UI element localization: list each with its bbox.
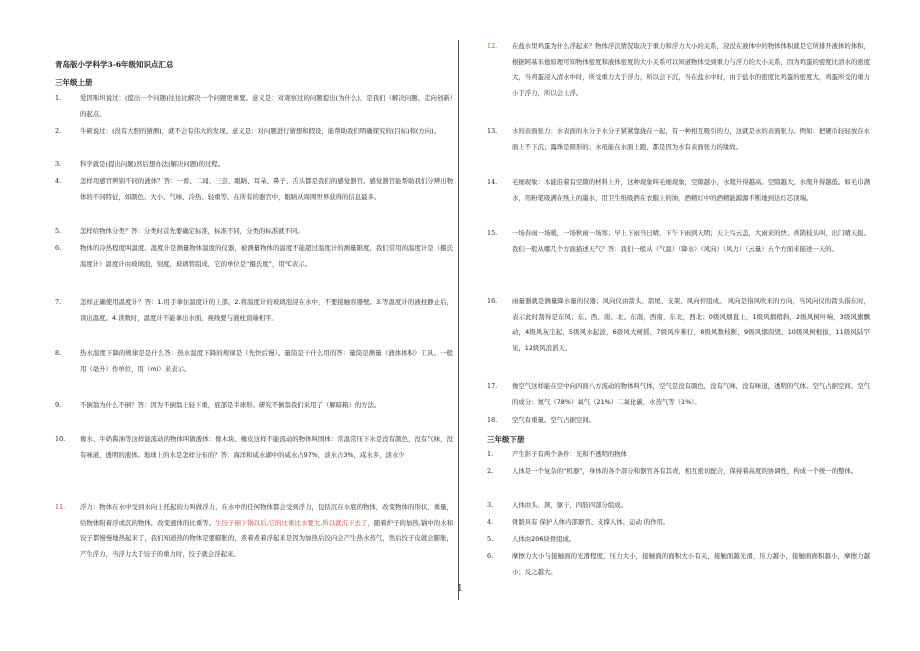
- list-item: [487, 226, 870, 257]
- page-number: 1: [457, 584, 463, 594]
- list-item: [55, 174, 453, 205]
- item-text: 怎样正确使用温度计？答：1.用手拿住温度计的上部，2.将温度计的玻璃泡浸在水中，不要接触容器壁。3.等温度计的液柱静止后，读出温度。4.读数时，温度计不能拿出水面，视线要与液柱顶端相平。: [80, 298, 453, 322]
- item-text: 像水、牛奶酱油等这样能流动的物体叫做液体：像木块、橡皮这样不能流动的物体叫固体：常温常压下水是没有颜色，没有气味，没有味道，透明的液体。地球上的水是怎样分布的？答：海洋和咸水湖中的咸水占97%，淡水占3%，咸水多，淡水少: [80, 435, 453, 459]
- item-number: 1.: [487, 450, 494, 458]
- list-item: [55, 500, 453, 562]
- item-text: 一场春雨一场暖，一场秋雨一场寒；早上下雨当日晴，下午下雨到天明；天上鸟云盖，大雨来的快；喜鹊枝头叫，出门晴天报。我们一般从哪几个方面描述天气？答：我们一般从（气温）（降水）（风向）（风力）（云量）五个方面来描述一天的。: [512, 229, 870, 253]
- item-text: 物体的冷热程度叫温度。温度计是测量物体温度的仪器，被测量物体的温度不能超过温度计的测量限度，我们常用的温度计是（摄氏温度计）温度计由玻璃泡，刻度，玻璃管组成，它的单位是“摄氏度”，用℃表示。: [80, 244, 453, 268]
- item-text: 骨骼具有 保护人体内部器官、支撑人体、运动 的作用。: [512, 518, 670, 526]
- item-text: [80, 500, 453, 562]
- list-item: [55, 91, 453, 122]
- section-heading-grade3-down: 三年级下册: [487, 435, 525, 444]
- item-text: 怎样给物体分类？答：分类时首先要确定标准，标准不同，分类的标准就不同。: [80, 227, 304, 235]
- item-number: 5.: [55, 227, 62, 235]
- list-item: [487, 124, 870, 155]
- item-number: 15.: [487, 229, 498, 237]
- item-text: 怎样用感官辨别不同的液体？答：一看、二闻、三尝、眼睛、耳朵、鼻子、舌头都是我们的感觉器官。感觉器官能帮助我们分辨出物体的不同特征，如颜色、大小、气味、冷热、轻重等。在所有的器官中，眼睛从周围世界获得的信息最多。: [80, 177, 453, 201]
- list-item: [487, 532, 870, 548]
- item-number: 11.: [55, 503, 66, 511]
- doc-title: 青岛版小学科学3-6年级知识点汇总: [55, 60, 174, 69]
- item-text: 人体由206块骨组成。: [512, 535, 576, 543]
- item-text: 不倒翁为什么不倒？答：因为不倒翁上轻下重，底部是半球形。研究不倒翁我们采用了（解暗箱）的方法。: [80, 401, 381, 409]
- item-text: 热水温度下降的规律是是什么答：热水温度下降的规律是（先快后慢）。量筒是干什么用的答：量筒是测量（液体体积）工具。一般用（毫升）作单位，用（ml）来表示。: [80, 349, 453, 373]
- list-item: [487, 549, 870, 580]
- list-item: [55, 241, 453, 272]
- item-number: 13.: [487, 127, 498, 135]
- item-number: 5.: [487, 535, 494, 543]
- list-item: [487, 39, 870, 101]
- item-number: 12.: [487, 42, 498, 50]
- item-text: 爱因斯坦说过：(提出一个问题)往往比解决一个问题更重要。意义是：对观察过的问题提出(为什么)，是我们（解决问题、走向创新）的起点。: [80, 94, 453, 118]
- item-number: 3.: [487, 501, 494, 509]
- list-item: [487, 498, 870, 514]
- item-number: 3.: [55, 160, 62, 168]
- item-number: 2.: [55, 127, 62, 135]
- list-item: [487, 294, 870, 356]
- item-number: 14.: [487, 178, 498, 186]
- item-text: 人体是一个复杂的“机器”，身体的各个部分和器官各有其责，相互密切配合，保持着高度的协调性，构成一个统一的整体。: [512, 467, 858, 475]
- item-text: 人体由头、颈，躯干，四肢四部分组成。: [512, 501, 628, 509]
- item-text: 在盐水里鸡蛋为什么浮起来？物体浮沉情况取决于重力和浮力大小的关系，浸没在液体中的物体体积就是它所排开液体的体积，根据阿基米德原理可知物体密度和液体密度的大小关系可以知道物体受到重力与浮力的大小关系，因为鸡蛋的密度比清水的密度大，当鸡蛋浸入清水中时，所受重力大于浮力，所以会下沉，当在盐水中时，由于盐水的密度比鸡蛋的密度大，鸡蛋所受的重力小于浮力，所以会上浮。: [512, 42, 870, 97]
- item-text: 毛细现象：木能沿着有空隙的材料上升，这种现象叫毛细现象，空隙越小，水爬升得越高。空隙越大，水爬升得越低。如毛巾满水，用粉笔吸满在纸上的墨水，用卫生纸吸洒在衣服上的油，酒精灯中的酒精能源源不断地到达灯芯顶端。: [512, 178, 870, 202]
- list-item: [55, 432, 453, 463]
- item-number: 16.: [487, 297, 498, 305]
- list-item: [487, 464, 870, 480]
- item-text: 空气有重量。空气占据空间。: [512, 416, 596, 424]
- list-item: [55, 295, 453, 326]
- list-item: [487, 175, 870, 206]
- column-divider: [458, 40, 459, 600]
- item-text: 像空气这样能在空中向四面八方流动的物体叫气体，空气是没有颜色，没有气味，没有味道，透明的气体。空气占据空间。空气的成分：氮气（78%）氧气（21%）二氧化碳、水蒸气等（1%）。: [512, 382, 870, 406]
- item-number: 17.: [487, 382, 498, 390]
- item-number: 6.: [487, 552, 494, 560]
- item-text-part: 浮力：物体在水中受到水向上托起的力叫做浮力，在水中的任何物体都会受到浮力，包括沉在水底的物体，改变物体的形状，重量，给物体附着浮或沉的物体，改变液体的比重等。: [80, 503, 453, 527]
- item-text: 摩擦力大小与接触面的光滑程度，压力大小，接触面的面积大小有关，接触面越光滑，压力越小，接触面面积越小，摩擦力越小；反之越大。: [512, 552, 870, 576]
- item-text: 科学就是(提出问题)然后想办法(解决问题)的过程。: [80, 160, 225, 168]
- item-number: 2.: [487, 467, 494, 475]
- list-item: [55, 398, 453, 414]
- list-item: [487, 515, 870, 531]
- item-text: 产生影子有两个条件：光和不透明的物体: [512, 450, 628, 458]
- list-item: [487, 447, 870, 463]
- list-item: [55, 157, 453, 173]
- item-text: 水的表面张力：水表面的水分子水分子紧紧靠拢在一起，有一种相互吸引的力，这就是水的表面张力。例如：把硬币轻轻放在水面上不下沉；露珠是圆形的；水黾能在水面上跑，都是因为水有表面张力的缘故。: [512, 127, 870, 151]
- item-number: 18.: [487, 416, 498, 424]
- item-text: 牛顿说过：(没有大胆的猜测)，就不会有伟大的发现。意义是：对问题进行猜想和假设，能帮助我们明确探究的(目标)和(方向)。: [80, 127, 441, 135]
- item-number: 8.: [55, 349, 62, 357]
- item-number: 1.: [55, 94, 62, 102]
- item-text: 雨量器就是测量降水量的仪器；风向仪由箭头、箭尾、支架、风向杆组成。 风向是指风吹来的方向，当风向仪的箭头指东时，表示此时刮得是东风；东、西、南、北、东南，西南，东北，西北；0级风烟直上，1级风烟稍斜，2级风树叶响，3级风旗飘动，4级风灰尘起，5级风水起波，6级风大树摇，7级风步难行，8级风数枝断，9级风烟囱毁，10级风树根拔，11级风陆罕见，12级风浪滔天。: [512, 297, 870, 352]
- item-number: 9.: [55, 401, 62, 409]
- item-number: 10.: [55, 435, 66, 443]
- list-item: [55, 346, 453, 377]
- list-item: [487, 379, 870, 410]
- list-item: [487, 413, 870, 429]
- section-heading-grade3-up: 三年级上册: [55, 78, 93, 87]
- highlighted-text: 生饺子倒下锅以后,它的比重比水要大,所以就沉下去了，: [215, 518, 374, 527]
- item-number: 6.: [55, 244, 62, 252]
- item-number: 4.: [55, 177, 62, 185]
- item-text-part: 随着炉子的加热,锅中的水和饺子都慢慢地热起来了，我们知道热的物体是要膨胀的，煮着煮着浮起来是因为加热后饺内会产生热水蒸气，然后饺子皮就会膨胀，产生浮力，当浮力大于饺子的重力时，饺子就会浮起来。: [80, 518, 454, 558]
- item-number: 7.: [55, 298, 62, 306]
- list-item: [55, 224, 453, 240]
- item-number: 4.: [487, 518, 494, 526]
- list-item: [55, 124, 453, 140]
